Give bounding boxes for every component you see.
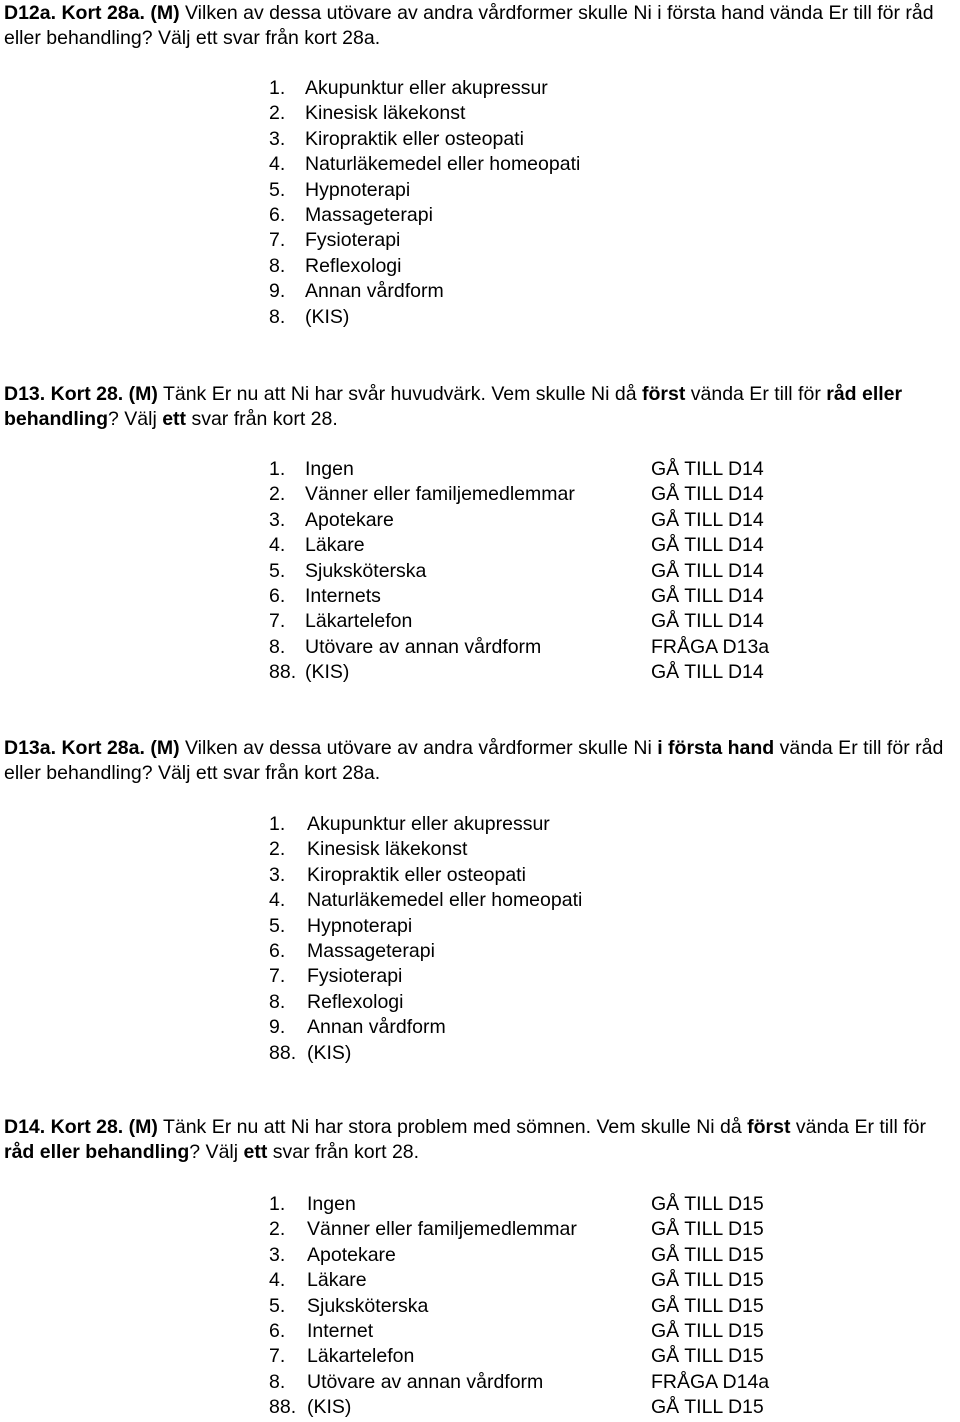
- option-label: Reflexologi: [307, 990, 404, 1013]
- question-text-run: Vilken av dessa utövare av andra vårdformer skulle Ni i första hand vända Er till för råd eller behandling? Välj ett svar från kort 28a.: [4, 2, 934, 49]
- question-code: D13.: [4, 383, 46, 405]
- option-number: 2.: [269, 838, 286, 861]
- option-label: Hypnoterapi: [307, 914, 413, 937]
- emphasis-text: först: [642, 383, 686, 405]
- option-label: Ingen: [305, 458, 354, 480]
- option-label: (KIS): [307, 1396, 352, 1419]
- question-card: Kort 28.: [50, 383, 124, 405]
- option-number: 3.: [269, 1243, 286, 1266]
- option-label: Sjuksköterska: [305, 559, 427, 582]
- option-number: 4.: [269, 889, 286, 912]
- question-d12a: [4, 1, 958, 51]
- routing-instruction: FRÅGA D14a: [651, 1370, 770, 1393]
- option-label: Massageterapi: [307, 939, 435, 962]
- option-label: Vänner eller familjemedlemmar: [307, 1218, 577, 1241]
- question-card: Kort 28a.: [61, 737, 145, 759]
- question-text-run: Vilken av dessa utövare av andra vårdformer skulle Ni: [179, 737, 658, 759]
- option-label: Sjuksköterska: [307, 1294, 429, 1317]
- option-number: 6.: [269, 584, 286, 607]
- option-number: 1.: [269, 77, 286, 99]
- option-number: 3.: [269, 863, 286, 886]
- option-label: Utövare av annan vårdform: [305, 635, 542, 658]
- routing-instruction: FRÅGA D13a: [651, 635, 770, 658]
- routing-instruction: GÅ TILL D15: [651, 1193, 764, 1215]
- option-label: Läkartelefon: [307, 1345, 415, 1368]
- option-number: 6.: [269, 1319, 286, 1342]
- routing-instruction: GÅ TILL D14: [651, 508, 764, 531]
- routing-instruction: GÅ TILL D15: [651, 1294, 764, 1317]
- option-label: Akupunktur eller akupressur: [307, 813, 550, 835]
- option-number: 1.: [269, 458, 286, 480]
- option-number: 1.: [269, 813, 286, 835]
- option-label: Apotekare: [307, 1243, 396, 1266]
- option-number: 2.: [269, 483, 286, 506]
- option-number: 2.: [269, 1218, 286, 1241]
- routing-instruction: GÅ TILL D14: [651, 458, 764, 480]
- question-d13a: [4, 736, 958, 786]
- emphasis-text: råd eller behandling: [4, 1141, 190, 1163]
- routing-instruction: GÅ TILL D15: [651, 1345, 764, 1368]
- question-code: D13a.: [4, 737, 57, 759]
- routing-instruction: GÅ TILL D15: [651, 1218, 764, 1241]
- question-text-run: svar från kort 28.: [186, 408, 338, 430]
- question-d13: [4, 382, 958, 432]
- emphasis-text: ett: [162, 408, 187, 430]
- option-label: Kinesisk läkekonst: [305, 102, 466, 125]
- option-number: 7.: [269, 610, 286, 633]
- routing-instruction: GÅ TILL D14: [651, 610, 764, 633]
- question-text-run: vända Er till för: [685, 383, 827, 405]
- option-number: 3.: [269, 508, 286, 531]
- question-d14: [4, 1115, 958, 1165]
- option-label: Utövare av annan vårdform: [307, 1370, 544, 1393]
- option-number: 1.: [269, 1193, 286, 1215]
- option-number: 9.: [269, 280, 286, 303]
- question-text-run: Tänk Er nu att Ni har stora problem med sömnen. Vem skulle Ni då: [157, 1116, 748, 1138]
- option-number: 5.: [269, 914, 286, 937]
- option-label: (KIS): [305, 305, 350, 328]
- question-text-run: svar från kort 28.: [267, 1141, 420, 1163]
- option-label: Kinesisk läkekonst: [307, 838, 468, 861]
- routing-instruction: GÅ TILL D14: [651, 534, 764, 557]
- emphasis-text: i första hand: [657, 737, 775, 759]
- routing-instruction: GÅ TILL D15: [651, 1269, 764, 1292]
- option-label: Apotekare: [305, 508, 394, 531]
- question-text-run: Tänk Er nu att Ni har svår huvudvärk. Vem skulle Ni då: [157, 383, 642, 405]
- option-number: 6.: [269, 939, 286, 962]
- option-label: Internets: [305, 584, 381, 607]
- question-mode: (M): [150, 737, 180, 759]
- option-number: 8.: [269, 990, 286, 1013]
- option-number: 9.: [269, 1016, 286, 1039]
- routing-instruction: GÅ TILL D14: [651, 483, 764, 506]
- option-number: 6.: [269, 203, 286, 226]
- option-number: 8.: [269, 635, 286, 658]
- option-label: Vänner eller familjemedlemmar: [305, 483, 575, 506]
- question-code: D14.: [4, 1116, 46, 1138]
- option-number: 7.: [269, 229, 286, 252]
- option-number: 5.: [269, 1294, 286, 1317]
- option-number: 8.: [269, 305, 286, 328]
- option-number: 88.: [269, 1396, 297, 1419]
- question-card: Kort 28a.: [61, 2, 145, 24]
- emphasis-text: råd eller behandling: [4, 383, 903, 430]
- emphasis-text: först: [747, 1116, 791, 1138]
- routing-instruction: GÅ TILL D14: [651, 559, 764, 582]
- option-label: Massageterapi: [305, 203, 433, 226]
- option-label: Annan vårdform: [307, 1016, 446, 1039]
- option-label: Kiropraktik eller osteopati: [305, 127, 524, 150]
- option-number: 4.: [269, 1269, 286, 1292]
- question-code: D12a.: [4, 2, 57, 24]
- option-number: 8.: [269, 254, 286, 277]
- option-number: 4.: [269, 534, 286, 557]
- question-text-run: ? Välj: [189, 1141, 244, 1163]
- question-text-run: vända Er till för råd eller behandling? Välj ett svar från kort 28a.: [4, 737, 944, 784]
- option-number: 7.: [269, 1345, 286, 1368]
- question-text: [4, 737, 943, 784]
- option-label: Fysioterapi: [305, 229, 401, 252]
- option-label: Naturläkemedel eller homeopati: [305, 153, 581, 176]
- routing-instruction: GÅ TILL D15: [651, 1319, 764, 1342]
- routing-instruction: GÅ TILL D14: [651, 584, 764, 607]
- option-label: (KIS): [305, 661, 350, 684]
- option-label: Fysioterapi: [307, 965, 403, 988]
- option-number: 88.: [269, 661, 297, 684]
- option-label: Reflexologi: [305, 254, 402, 277]
- question-mode: (M): [128, 383, 158, 405]
- question-mode: (M): [150, 2, 180, 24]
- option-label: Annan vårdform: [305, 280, 444, 303]
- routing-instruction: GÅ TILL D15: [651, 1396, 764, 1419]
- question-mode: (M): [128, 1116, 158, 1138]
- option-label: Naturläkemedel eller homeopati: [307, 889, 583, 912]
- option-label: Ingen: [307, 1193, 356, 1215]
- question-card: Kort 28.: [50, 1116, 124, 1138]
- option-number: 8.: [269, 1370, 286, 1393]
- option-label: Internet: [307, 1319, 374, 1342]
- question-text-run: vända Er till för: [790, 1116, 926, 1138]
- option-number: 2.: [269, 102, 286, 125]
- option-label: Läkartelefon: [305, 610, 413, 633]
- option-number: 4.: [269, 153, 286, 176]
- option-label: Akupunktur eller akupressur: [305, 77, 548, 99]
- emphasis-text: ett: [243, 1141, 268, 1163]
- option-label: Läkare: [305, 534, 365, 557]
- routing-instruction: GÅ TILL D15: [651, 1243, 764, 1266]
- option-label: Kiropraktik eller osteopati: [307, 863, 526, 886]
- option-number: 3.: [269, 127, 286, 150]
- option-label: Hypnoterapi: [305, 178, 411, 201]
- option-label: (KIS): [307, 1041, 352, 1064]
- option-number: 88.: [269, 1041, 297, 1064]
- option-number: 5.: [269, 559, 286, 582]
- option-number: 5.: [269, 178, 286, 201]
- routing-instruction: GÅ TILL D14: [651, 661, 764, 684]
- question-text-run: ? Välj: [108, 408, 163, 430]
- option-number: 7.: [269, 965, 286, 988]
- option-label: Läkare: [307, 1269, 367, 1292]
